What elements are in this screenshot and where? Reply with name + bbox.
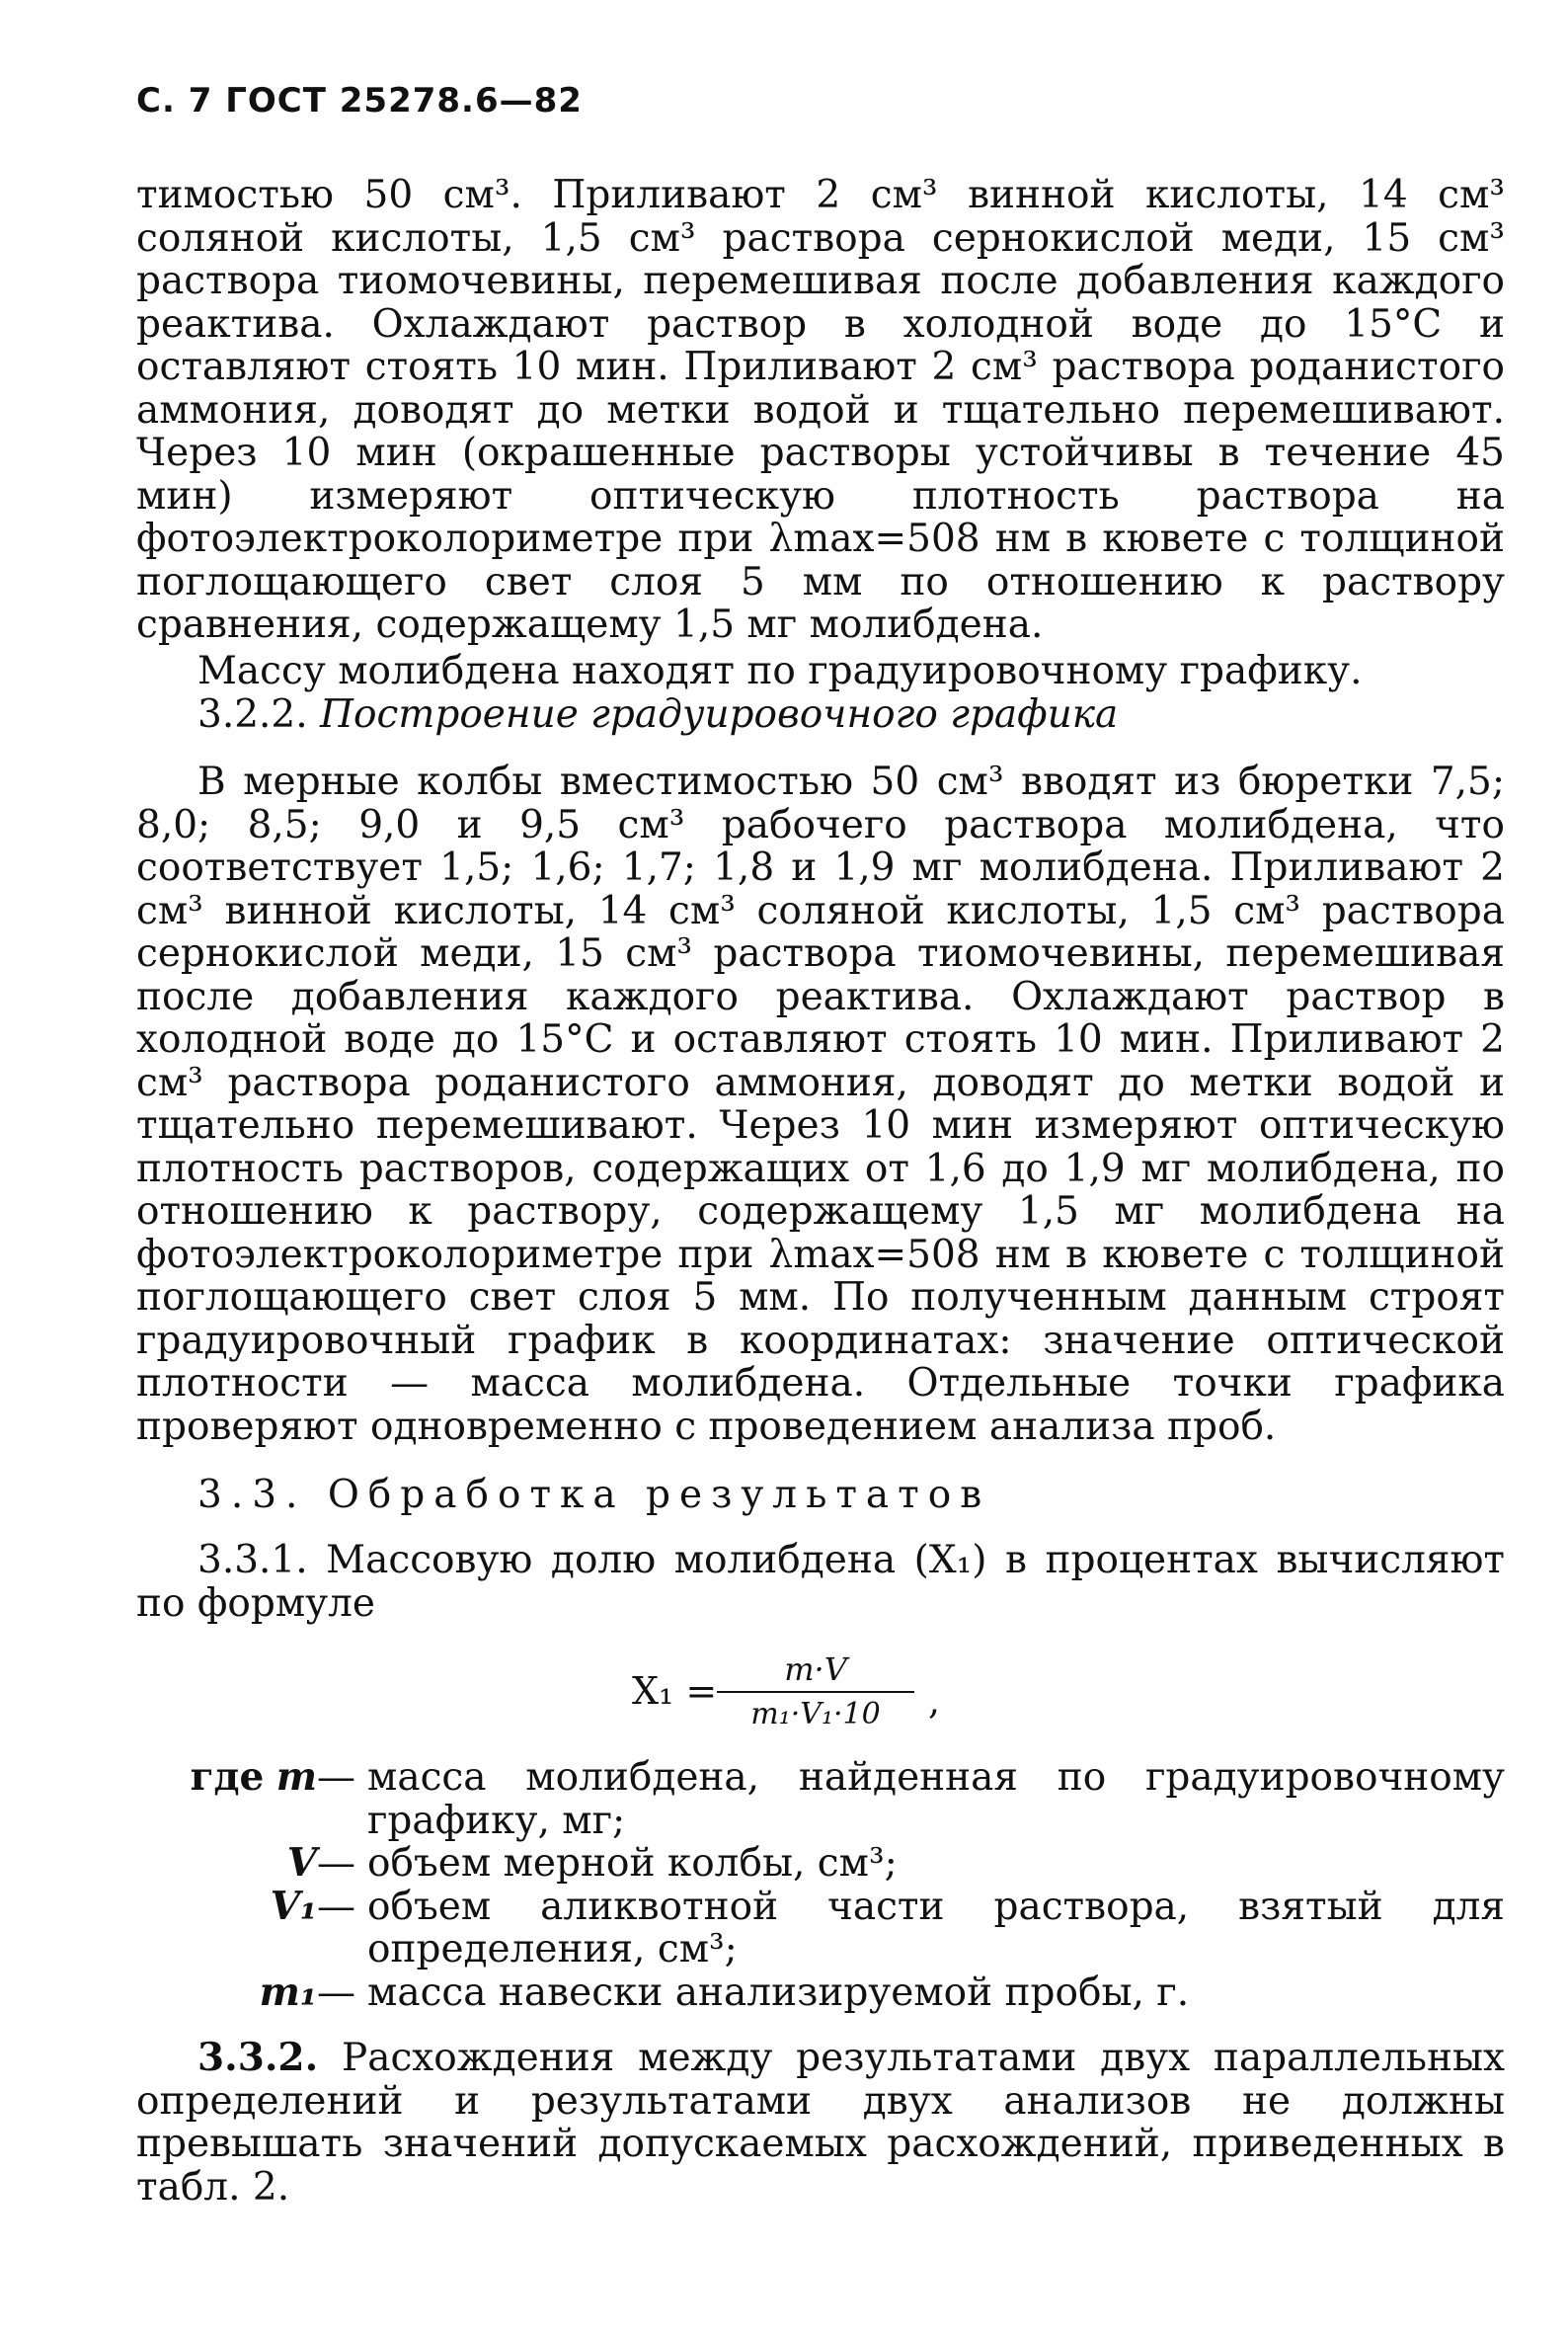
definition-row: V₁— объем аликвотной части раствора, взятый для определения, см³;: [270, 1883, 1505, 1971]
definition-symbol: V: [286, 1840, 317, 1886]
definition-row: m₁— масса навески анализируемой пробы, г.: [170, 1971, 1505, 2015]
section-3-2-2-text: В мерные колбы вместимостью 50 см³ вводят из бюретки 7,5; 8,0; 8,5; 9,0 и 9,5 см³ рабочего раствора молибдена, что соответствует 1,5; 1,6; 1,7; 1,8 и 1,9 мг молибдена. Приливают 2 см³ винной кислоты, 14 см³ соляной кислоты, 1,5 см³ раствора сернокислой меди, 15 см³ раствора тиомочевины, перемешивая после добавления каждого реактива. Охлаждают раствор в холодной воде до 15°С и оставляют стоять 10 мин. Приливают 2 см³ раствора роданистого аммония, доводят до метки водой и тщательно перемешивают. Через 10 мин измеряют оптическую плотность растворов, содержащих от 1,6 до 1,9 мг молибдена, по отношению к раствору, содержащему 1,5 мг молибдена на фотоэлектроколориметре при λmax=508 нм в кювете с толщиной поглощающего свет слоя 5 мм. По полученным данным строят градуировочный график в координатах: значение оптической плотности — масса молибдена. Отдельные точки графика проверяют одновременно с проведением анализа проб.: [136, 760, 1505, 1449]
definition-text: объем аликвотной части раствора, взятый для определения, см³;: [367, 1884, 1505, 1971]
section-3-3-2: [136, 2037, 1505, 2209]
running-head: С. 7 ГОСТ 25278.6—82: [136, 81, 583, 121]
definition-symbol: V₁: [270, 1883, 317, 1929]
section-3-2-2-number: 3.2.2.: [197, 692, 308, 737]
definition-row: V— объем мерной колбы, см³;: [170, 1842, 1505, 1886]
definition-text: масса молибдена, найденная по градуировочному графику, мг;: [367, 1755, 1505, 1843]
section-3-2-2-title: Построение градуировочного графика: [320, 692, 1119, 737]
section-3-2-2-heading: [197, 693, 1501, 737]
section-3-3-heading: 3.3. Обработка результатов: [197, 1473, 991, 1517]
formula-numerator: m·V: [784, 1650, 847, 1688]
paragraph-continuation: тимостью 50 см³. Приливают 2 см³ винной кислоты, 14 см³ соляной кислоты, 1,5 см³ раствора сернокислой меди, 15 см³ раствора тиомочевины, перемешивая после добавления каждого реактива. Охлаждают раствор в холодной воде до 15°С и оставляют стоять 10 мин. Приливают 2 см³ раствора роданистого аммония, доводят до метки водой и тщательно перемешивают. Через 10 мин (окрашенные растворы устойчивы в течение 45 мин) измеряют оптическую плотность раствора на фотоэлектроколориметре при λmax=508 нм в кювете с толщиной поглощающего свет слоя 5 мм по отношению к раствору сравнения, содержащему 1,5 мг молибдена.: [136, 173, 1505, 647]
definition-row: где m— масса молибдена, найденная по градуировочному графику, мг;: [190, 1754, 1505, 1843]
formula-fraction: [717, 1651, 914, 1732]
definition-symbol: m₁: [259, 1969, 317, 2015]
section-3-3-2-number: 3.3.2.: [197, 2035, 319, 2080]
where-word: где: [190, 1754, 265, 1800]
formula-x1: [632, 1651, 987, 1750]
definition-symbol: m: [275, 1754, 317, 1800]
formula-comma: ,: [928, 1679, 941, 1723]
section-3-3-2-text: Расхождения между результатами двух параллельных определений и результатами двух анализов не должны превышать значений допускаемых расхождений, приведенных в табл. 2.: [136, 2036, 1505, 2210]
mass-note: Массу молибдена находят по градуировочному графику.: [197, 649, 1363, 693]
definition-text: масса навески анализируемой пробы, г.: [367, 1970, 1190, 2015]
formula-denominator: m₁·V₁·10: [750, 1697, 881, 1731]
fraction-bar: [717, 1691, 914, 1693]
variable-definitions: [170, 1756, 1505, 2014]
section-3-3-1-text: 3.3.1. Массовую долю молибдена (X₁) в процентах вычисляют по формуле: [136, 1538, 1505, 1626]
formula-lhs: X₁ =: [632, 1669, 718, 1713]
definition-text: объем мерной колбы, см³;: [367, 1841, 898, 1886]
